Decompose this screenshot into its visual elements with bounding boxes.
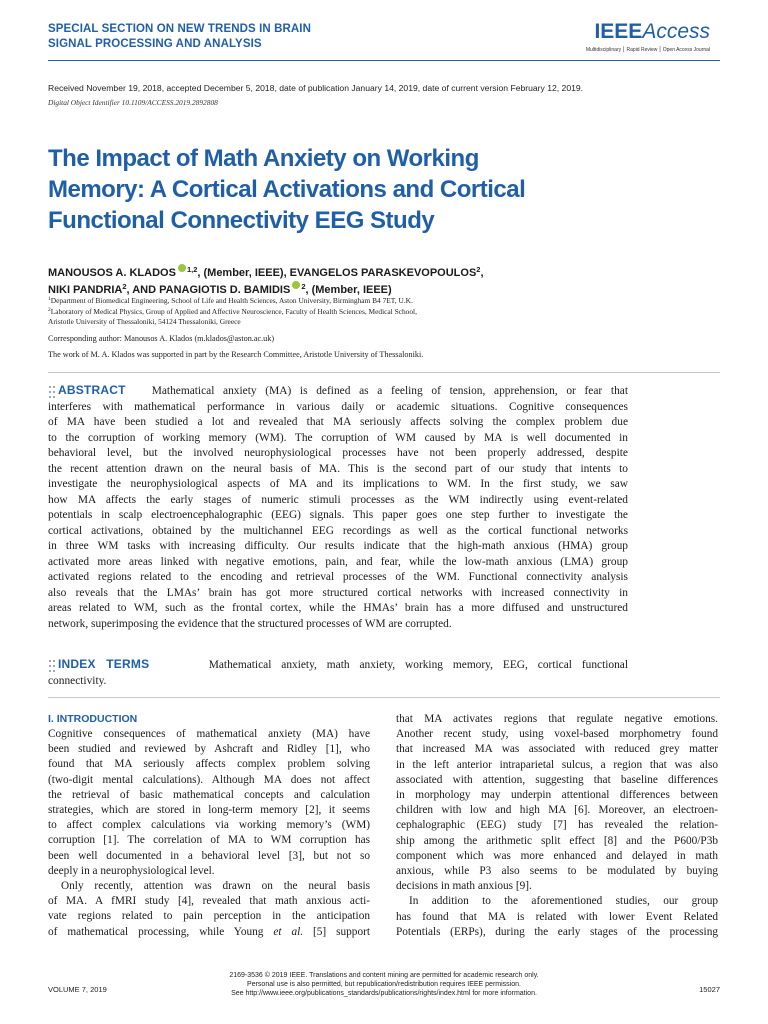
footer-rights-link[interactable]: See http://www.ieee.org/publications_standards/publications/rights/index.html for more information. — [231, 990, 537, 997]
paper-title — [48, 143, 588, 236]
abstract-line: investigate the neurophysiological aspects of MA and its implications to WM. In the first study, we saw — [48, 478, 628, 490]
body-line: anxious, while P3 also seems to be modulated by buying — [396, 865, 718, 878]
author-text: , (Member, IEEE) — [305, 284, 392, 296]
funding-note: The work of M. A. Klados was supported in part by the Research Committee, Aristotle University of Thessaloniki. — [48, 350, 424, 359]
body-text: of mathematical processing, while Young — [48, 925, 274, 938]
body-line: Only recently, attention was drawn on the neural basis — [61, 880, 370, 893]
author-name: NIKI PANDRIA — [48, 284, 123, 296]
body-line: children with low and high MA [6]. Moreover, an electroen- — [396, 804, 718, 817]
author-name: MANOUSOS A. KLADOS — [48, 267, 176, 279]
abstract — [48, 383, 628, 632]
corresponding-author: Corresponding author: Manousos A. Klados (m.klados@aston.ac.uk) — [48, 334, 275, 343]
abstract-line: in three WM tasks with increasing difficulty. Our results indicate that the high-math anxious (HMA) group — [48, 540, 628, 552]
body-line: In addition to the aforementioned studies, our group — [409, 895, 718, 908]
body-line: vate regions related to pain perception in the anticipation — [48, 910, 370, 923]
abstract-line: activated more areas linked with negative emotions, pain, and fear, while the low-math anxious (LMA) group — [48, 555, 628, 568]
abstract-line: potentials in scalp electroencephalographic (EEG) signals. This paper goes one step further to investigate the — [48, 509, 628, 521]
index-terms — [48, 657, 628, 689]
body-text-italic: et al. — [273, 925, 304, 938]
ieee-access-logo — [580, 20, 710, 54]
body-line: been studied and reviewed by Ashcraft and Ridley [1], who — [48, 743, 370, 756]
body-line: that increased MA was associated with reduced grey matter — [396, 743, 718, 756]
author-text: , AND PANAGIOTIS D. BAMIDIS — [126, 284, 291, 296]
body-line: Cognitive consequences of mathematical anxiety (MA) have — [48, 728, 370, 740]
body-line: has found that MA is related with lower Event Related — [396, 910, 718, 923]
special-section-line-1: SPECIAL SECTION ON NEW TRENDS IN BRAIN — [48, 23, 311, 35]
affiliation-marker: 1,2 — [186, 265, 198, 274]
abstract-line: behavioral level, but the involved neurophysiological processes have not been properly addressed, despite — [48, 447, 628, 459]
affiliation-2 — [48, 307, 738, 318]
body-divider — [48, 697, 720, 698]
abstract-line: also reveals that the LMAs’ brain has got more structured cortical networks with increased connectivity in — [48, 586, 628, 599]
footer-copyright-line: 2169-3536 © 2019 IEEE. Translations and content mining are permitted for academic research only. — [229, 972, 539, 979]
special-section-line-2: SIGNAL PROCESSING AND ANALYSIS — [48, 38, 262, 50]
body-line: deeply in a neurophysiological level. — [48, 864, 215, 877]
index-terms-text: Mathematical anxiety, math anxiety, working memory, EEG, cortical functional — [208, 659, 629, 671]
affiliation-text: Laboratory of Medical Physics, Group of Applied and Affective Neuroscience, Faculty of Health Sciences, Medical School, — [50, 306, 417, 316]
affiliations — [48, 296, 738, 328]
footer-volume: VOLUME 7, 2019 — [48, 985, 107, 994]
publication-history: Received November 19, 2018, accepted December 5, 2018, date of publication January 14, 2019, date of current version February 12, 2019. — [48, 83, 584, 93]
body-column-left — [48, 712, 370, 940]
body-line: in the left anterior intraparietal sulcus, a region that was also — [396, 758, 718, 771]
affiliation-marker: 2 — [122, 282, 127, 291]
doi-line: Digital Object Identifier 10.1109/ACCESS.2019.2892808 — [48, 98, 218, 107]
title-line: Functional Connectivity EEG Study — [48, 207, 435, 234]
section-heading-introduction: I. INTRODUCTION — [48, 713, 138, 725]
body-line: the retrieval of basic mathematical concepts and calculation — [48, 788, 370, 801]
body-line: that MA activates regions that regulate negative emotions. — [396, 713, 718, 725]
page-number: 15027 — [699, 985, 720, 994]
author-list — [48, 264, 738, 298]
abstract-line: to the corruption of working memory (WM). The corruption of WM caused by MA is well documented in — [48, 431, 628, 444]
special-section-tag — [48, 22, 408, 52]
footer-copyright — [190, 971, 578, 998]
body-line: of MA. A fMRI study [4], revealed that math anxious acti- — [48, 895, 370, 908]
header-divider — [48, 60, 720, 61]
ieee-access-tagline: Multidisciplinary ⎮ Rapid Review ⎮ Open Access Journal — [585, 47, 710, 53]
orcid-icon[interactable] — [178, 264, 186, 272]
body-line: cephalographic (EEG) study [7] has revealed the relation- — [396, 819, 718, 832]
index-terms-line: connectivity. — [48, 674, 107, 687]
body-line: been well documented in a behavioral level [3], but not so — [48, 849, 370, 862]
body-line: in morphology may underpin attentional differences between — [396, 789, 718, 802]
body-line: decisions in math anxious [9]. — [396, 880, 532, 893]
affiliation-marker: 2 — [301, 282, 306, 291]
abstract-divider — [48, 372, 720, 373]
body-line: strategies, which are stored in long-term memory [2], it seems — [48, 804, 370, 817]
body-column-right — [396, 712, 718, 940]
body-line: associated with attention, suggesting that baseline differences — [396, 773, 718, 786]
body-line: to affect complex calculations via working memory’s (WM) — [48, 819, 370, 832]
title-line: Memory: A Cortical Activations and Cortical — [48, 176, 526, 203]
abstract-line: activated regions related to the encoding and retrieval processes of the WM. Functional connectivity analysis — [48, 571, 628, 583]
abstract-text: Mathematical anxiety (MA) is defined as a feeling of tension, apprehension, or fear that — [151, 385, 628, 397]
body-line — [48, 925, 370, 940]
abstract-line: network, superimposing the evidence that the structured processes of WM are corrupted. — [48, 617, 452, 630]
ieee-wordmark: IEEE — [594, 20, 643, 43]
body-line: corruption [1]. The correlation of MA to WM corruption has — [48, 834, 370, 847]
abstract-line: the recent attention drawn on the neural basis of MA. This is the second part of our study that intents to — [48, 462, 628, 475]
body-line: component which was more enhanced and delayed in math — [396, 849, 718, 862]
affiliation-marker: 2 — [476, 265, 481, 274]
body-line: Potentials (ERPs), during the early stages of the processing — [396, 925, 718, 938]
body-line: ship among the arithmetic split effect [8] and the P600/P3b — [396, 834, 718, 847]
abstract-line: areas related to WM, such as the frontal cortex, while the HMAs’ brain has a more diffused and unstructured — [48, 602, 628, 614]
author-text: , — [480, 267, 484, 279]
footer-copyright-line: Personal use is also permitted, but republication/redistribution requires IEEE permission. — [247, 981, 521, 988]
body-line: Another recent study, using voxel-based morphometry found — [396, 728, 718, 741]
ieee-access-wordmark — [580, 20, 710, 44]
orcid-icon[interactable] — [292, 281, 300, 289]
body-line: found that MA seriously affects complex problem solving — [48, 758, 370, 771]
body-text: [5] support — [303, 925, 370, 938]
author-line-1 — [48, 264, 738, 281]
body-line: (two-digit mental calculations). Although MA does not affect — [48, 773, 370, 786]
abstract-line: how MA affects the early stages of numeric stimuli processes as the WM indirectly using event-related — [48, 493, 628, 506]
abstract-line: of MA have been studied a lot and revealed that MA seriously affects solving the complex problem due — [48, 416, 628, 428]
affiliation-number: 2 — [48, 306, 51, 313]
title-line: The Impact of Math Anxiety on Working — [48, 145, 479, 172]
affiliation-number: 1 — [48, 296, 51, 302]
abstract-line: cortical activations, obtained by the multichannel EEG recordings as well as the cortical functional networks — [48, 524, 628, 537]
affiliation-2-continued: Aristotle University of Thessaloniki, 54124 Thessaloniki, Greece — [48, 317, 241, 326]
author-text: , (Member, IEEE), EVANGELOS PARASKEVOPOULOS — [197, 267, 477, 279]
abstract-heading: ABSTRACT — [58, 383, 126, 397]
access-wordmark: Access — [642, 20, 710, 43]
abstract-line: interferes with mathematical performance in various daily or academic situations. Cognitive consequences — [48, 400, 628, 413]
index-terms-heading: INDEX TERMS — [58, 657, 150, 671]
affiliation-1 — [48, 296, 738, 307]
affiliation-text: Department of Biomedical Engineering, School of Life and Health Sciences, Aston University, Birmingham B4 7ET, U.K. — [50, 296, 413, 305]
